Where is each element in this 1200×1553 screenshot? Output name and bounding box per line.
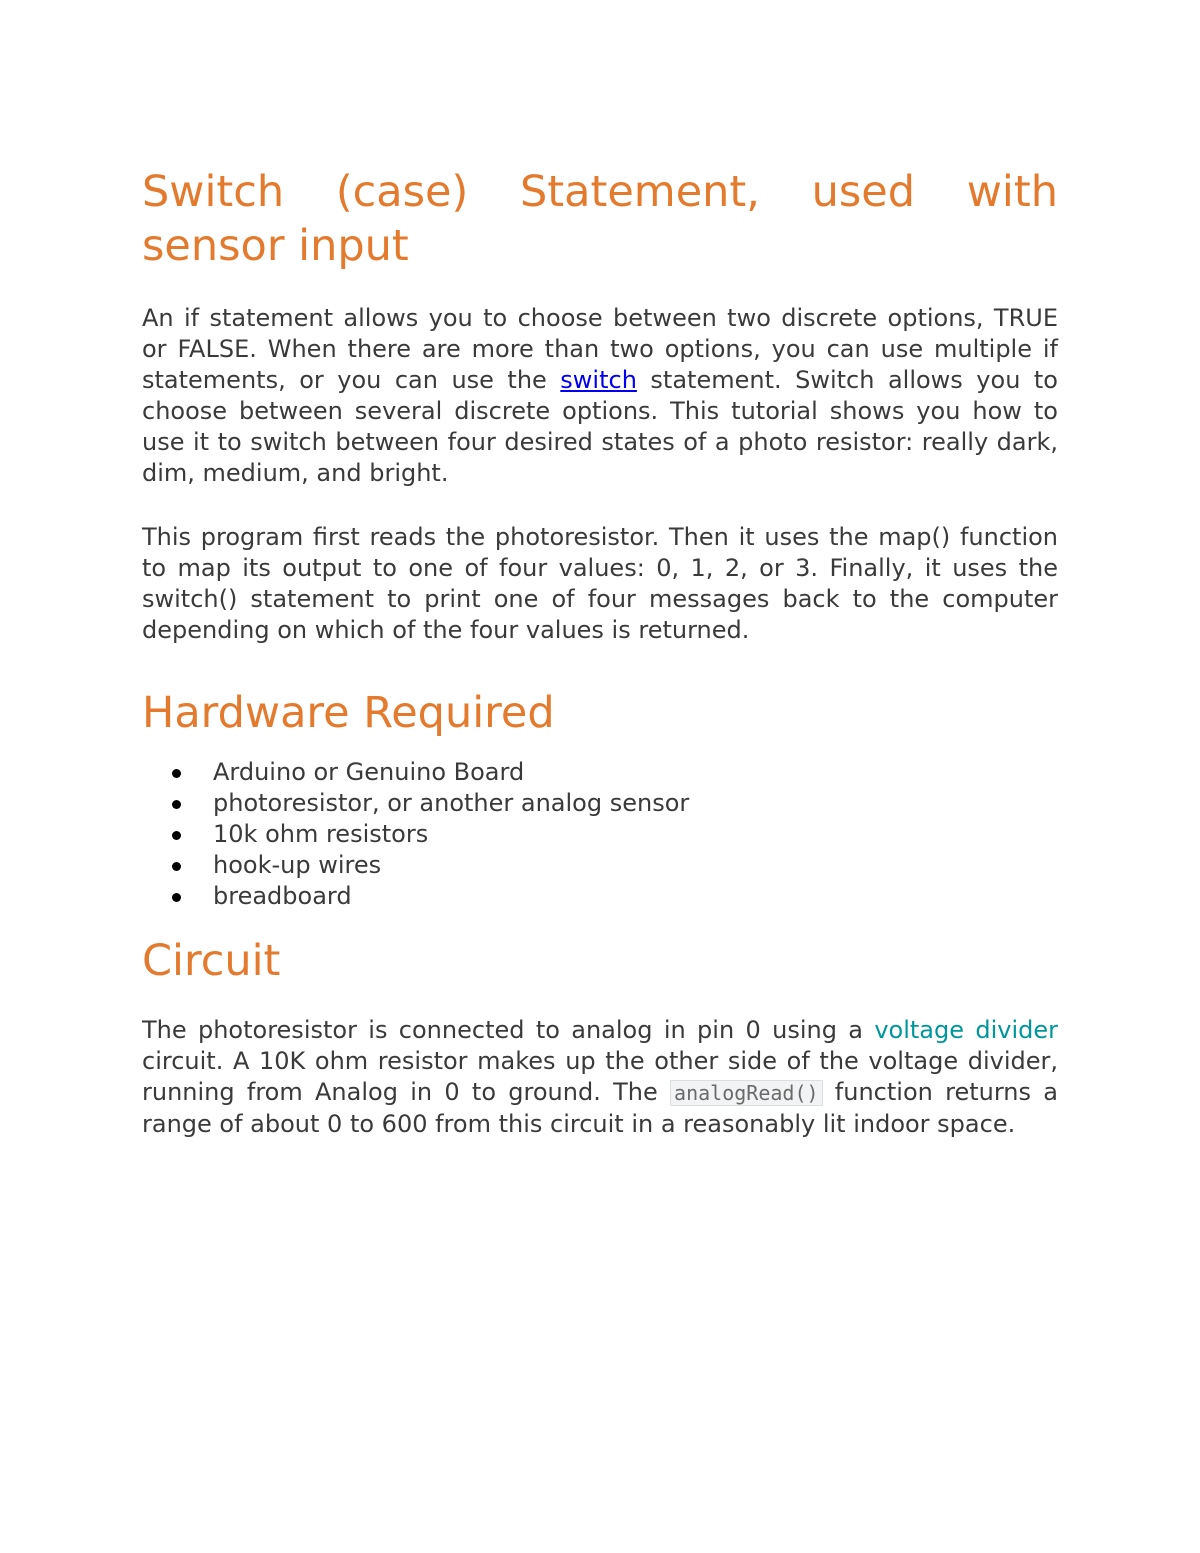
analogread-code: analogRead() [670, 1080, 823, 1106]
page-title: Switch (case) Statement, used with sensor input [142, 167, 1058, 271]
intro-paragraph [142, 303, 1058, 489]
document-page [142, 165, 1058, 1140]
list-item-label: 10k ohm resistors [213, 820, 429, 848]
program-paragraph: This program first reads the photoresistor. Then it uses the map() function to map its output to one of four values: 0, 1, 2, or 3. Finally, it uses the switch() statement to print one of four messages back to the computer depending on which of the four values is returned. [142, 523, 1058, 644]
bullet-icon [172, 831, 181, 840]
voltage-divider-link[interactable]: voltage divider [874, 1016, 1058, 1044]
list-item [172, 757, 1058, 788]
circuit-paragraph [142, 1015, 1058, 1140]
list-item-label: breadboard [213, 882, 352, 910]
bullet-icon [172, 800, 181, 809]
switch-link[interactable]: switch [560, 366, 637, 394]
list-item-label: Arduino or Genuino Board [213, 758, 525, 786]
circuit-text-start: The photoresistor is connected to analog in pin 0 using a [142, 1016, 875, 1044]
circuit-heading: Circuit [142, 936, 281, 986]
intro-text-end: statement. Switch allows you to choose between several discrete options. This tutorial shows you how to use it to switch between four desired states of a photo resistor: really dark, dim, medium, and bright. [142, 366, 1058, 487]
list-item [172, 881, 1058, 912]
list-item-label: hook-up wires [213, 851, 382, 879]
bullet-icon [172, 862, 181, 871]
list-item [172, 850, 1058, 881]
hardware-list [142, 757, 1058, 912]
intro-text-start: An if statement allows you to choose between two discrete options, TRUE or FALSE. When there are more than two options, you can use multiple if statements, or you can use the [142, 304, 1058, 394]
list-item [172, 819, 1058, 850]
circuit-text-middle: circuit. A 10K ohm resistor makes up the other side of the voltage divider, running from Analog in 0 to ground. The [142, 1047, 1058, 1106]
list-item [172, 788, 1058, 819]
circuit-text-end: function returns a range of about 0 to 600 from this circuit in a reasonably lit indoor space. [142, 1078, 1058, 1138]
bullet-icon [172, 769, 181, 778]
bullet-icon [172, 893, 181, 902]
list-item-label: photoresistor, or another analog sensor [213, 789, 690, 817]
hardware-heading: Hardware Required [142, 688, 555, 738]
